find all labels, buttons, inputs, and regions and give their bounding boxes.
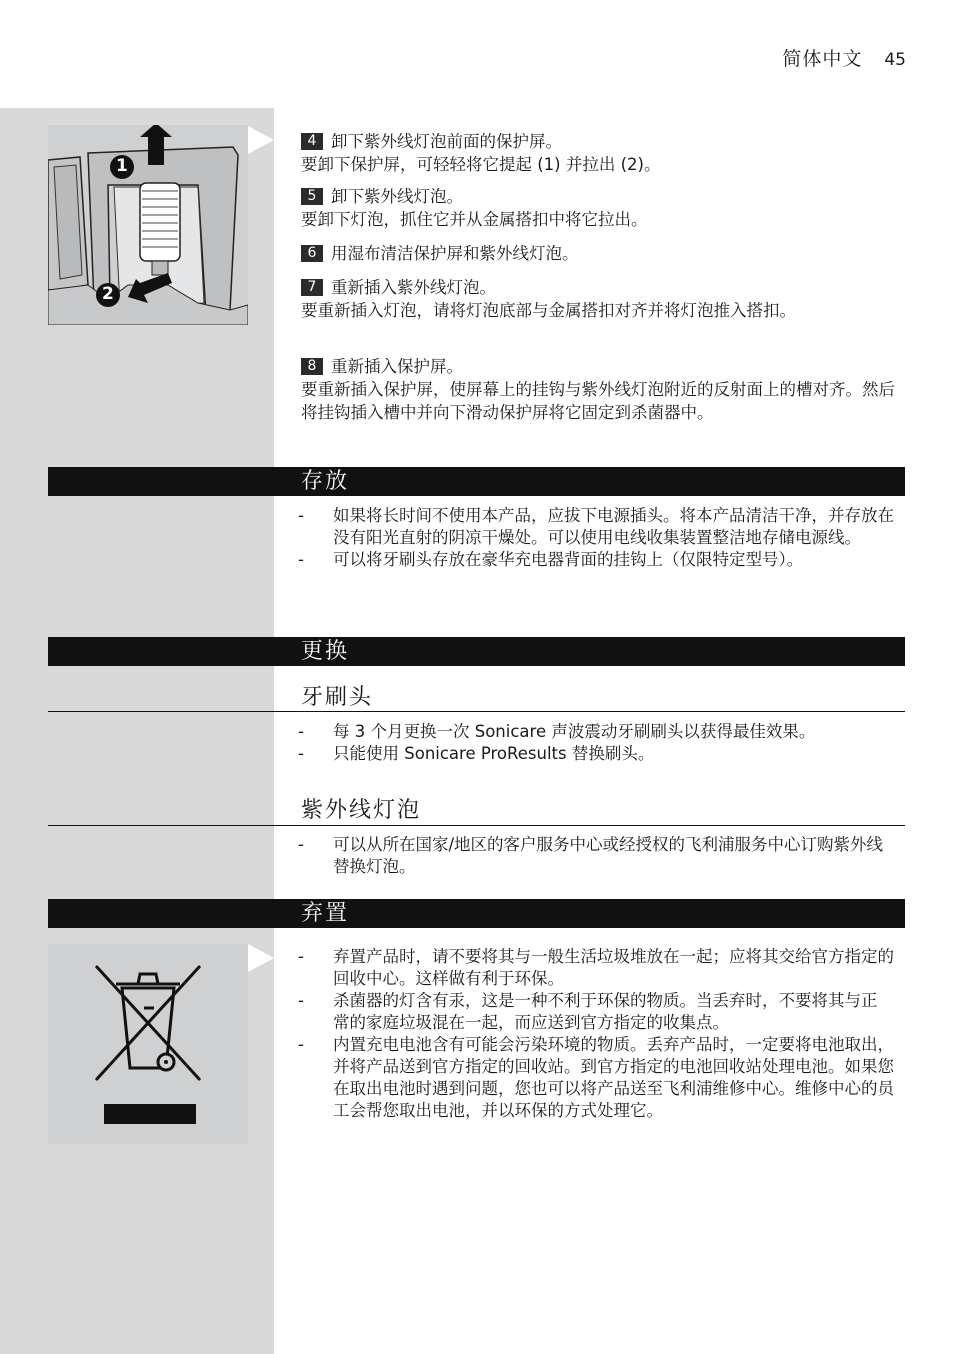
list-item: - 弃置产品时，请不要将其与一般生活垃圾堆放在一起；应将其交给官方指定的回收中心。这样做有利于环保。 [298, 947, 894, 988]
callout-2-label: 2 [102, 284, 114, 304]
step-number: 6 [301, 245, 323, 262]
disposal-list [298, 946, 906, 1122]
step-8 [301, 355, 901, 424]
step-number: 7 [301, 279, 323, 296]
uv-bulb-list [298, 834, 906, 878]
step-title: 重新插入紫外线灯泡。 [331, 278, 496, 297]
step-5 [301, 185, 901, 231]
step-7 [301, 276, 876, 322]
step-title: 重新插入保护屏。 [331, 357, 463, 376]
figure-notch [248, 944, 274, 972]
step-number: 4 [301, 133, 323, 150]
section-title-replacement: 更换 [301, 639, 350, 664]
divider [48, 711, 905, 712]
step-title: 卸下紫外线灯泡前面的保护屏。 [331, 132, 562, 151]
step-body: 要重新插入灯泡，请将灯泡底部与金属搭扣对齐并将灯泡推入搭扣。 [301, 301, 796, 320]
section-bar-replacement [48, 637, 905, 666]
section-bar-disposal [48, 899, 905, 928]
list-item: - 只能使用 Sonicare ProResults 替换刷头。 [298, 744, 655, 763]
step-title: 卸下紫外线灯泡。 [331, 187, 463, 206]
section-title-disposal: 弃置 [301, 901, 350, 926]
brush-head-list [298, 721, 906, 765]
section-title-storage: 存放 [301, 469, 350, 494]
subheading-uv-bulb: 紫外线灯泡 [301, 798, 422, 823]
step-4 [301, 130, 901, 176]
step-title: 用湿布清洁保护屏和紫外线灯泡。 [331, 244, 579, 263]
page-header [782, 44, 906, 71]
page-number: 45 [884, 50, 906, 70]
step-number: 8 [301, 358, 323, 375]
step-body: 要重新插入保护屏，使屏幕上的挂钩与紫外线灯泡附近的反射面上的槽对齐。然后将挂钩插入槽中并向下滑动保护屏将它固定到杀菌器中。 [301, 380, 895, 422]
step-body: 要卸下灯泡，抓住它并从金属搭扣中将它拉出。 [301, 210, 648, 229]
step-body: 要卸下保护屏，可轻轻将它提起 (1) 并拉出 (2)。 [301, 155, 661, 174]
uv-bulb-removal-illustration [48, 125, 248, 325]
step-number: 5 [301, 188, 323, 205]
sanitizer-drawing [48, 125, 248, 325]
divider [48, 825, 905, 826]
list-item: - 如果将长时间不使用本产品，应拔下电源插头。将本产品清洁干净，并存放在没有阳光直射的阴凉干燥处。可以使用电线收集装置整洁地存储电源线。 [298, 506, 894, 547]
section-bar-storage [48, 467, 905, 496]
storage-list [298, 505, 906, 571]
crossed-bin-icon [48, 944, 248, 1144]
language-label: 简体中文 [782, 48, 863, 70]
subheading-brush-head: 牙刷头 [301, 685, 374, 710]
step-6 [301, 242, 901, 265]
callout-1-label: 1 [116, 156, 128, 176]
figure-notch [248, 126, 274, 154]
list-item: - 内置充电电池含有可能会污染环境的物质。丢弃产品时，一定要将电池取出，并将产品送到官方指定的回收站。到官方指定的电池回收站处理电池。如果您在取出电池时遇到问题，您也可以将产品送至飞利浦维修中心。维修中心的员工会帮您取出电池，并以环保的方式处理它。 [298, 1035, 894, 1120]
weee-crossed-bin-illustration [48, 944, 248, 1144]
list-item: - 可以从所在国家/地区的客户服务中心或经授权的飞利浦服务中心订购紫外线替换灯泡。 [298, 835, 884, 876]
list-item: - 每 3 个月更换一次 Sonicare 声波震动牙刷刷头以获得最佳效果。 [298, 722, 816, 741]
list-item: - 杀菌器的灯含有汞，这是一种不利于环保的物质。当丢弃时，不要将其与正常的家庭垃圾混在一起，而应送到官方指定的收集点。 [298, 991, 878, 1032]
list-item: - 可以将牙刷头存放在豪华充电器背面的挂钩上（仅限特定型号）。 [298, 550, 804, 569]
